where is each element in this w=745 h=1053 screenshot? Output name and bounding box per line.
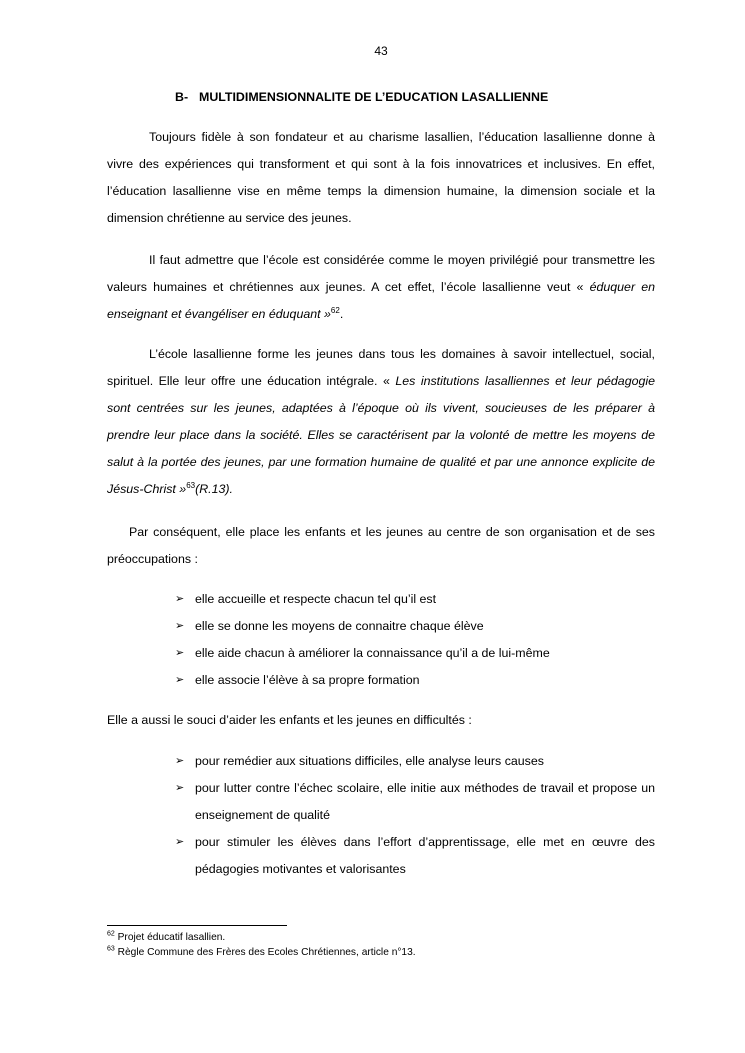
paragraph-3-quote: Les institutions lasalliennes et leur pédagogie sont centrées sur les jeunes, adaptées à l’époque où ils vivent, soucieuses de les préparer à prendre leur place dans la société. Elles se caractérisent par la volonté de mettre les moyens de salut à la portée des jeunes, par une formation humaine de qualité et par une annonce explicite de Jésus-Christ » (107, 374, 656, 496)
footnote-62 (107, 931, 225, 945)
paragraph-2 (107, 247, 655, 328)
paragraph-3 (107, 341, 655, 503)
bullet-list-1 (175, 586, 655, 694)
list-item: ➢ pour lutter contre l’échec scolaire, elle initie aux méthodes de travail et propose un enseignement de qualité (175, 775, 655, 829)
bullet-list-2 (175, 748, 655, 883)
arrow-bullet-icon: ➢ (175, 755, 185, 767)
list-item: ➢ pour stimuler les élèves dans l’effort d’apprentissage, elle met en œuvre des pédagogies motivantes et valorisantes (175, 829, 655, 883)
arrow-bullet-icon: ➢ (175, 620, 185, 632)
paragraph-2-text: Il faut admettre que l’école est considérée comme le moyen privilégié pour transmettre les valeurs humaines et chrétiennes aux jeunes. A cet effet, l’école lasallienne veut « (107, 253, 655, 294)
footnote-number: 62 (107, 930, 115, 938)
list-item: ➢ elle aide chacun à améliorer la connaissance qu’il a de lui-même (175, 640, 655, 667)
paragraph-5 (107, 707, 655, 734)
paragraph-4-text: Par conséquent, elle place les enfants et les jeunes au centre de son organisation et de ses préoccupations : (107, 525, 655, 566)
heading-marker: B- (175, 90, 189, 104)
footnote-63 (107, 946, 416, 960)
arrow-bullet-icon: ➢ (175, 782, 185, 794)
arrow-bullet-icon: ➢ (175, 593, 185, 605)
list-item: ➢ elle se donne les moyens de connaitre chaque élève (175, 613, 655, 640)
paragraph-2-end: . (339, 307, 344, 321)
paragraph-3-text: L’école lasallienne forme les jeunes dans tous les domaines à savoir intellectuel, social, spirituel. Elle leur offre une éducation intégrale. « (107, 347, 655, 388)
arrow-bullet-icon: ➢ (175, 674, 185, 686)
list-item: ➢ pour remédier aux situations difficiles, elle analyse leurs causes (175, 748, 655, 775)
arrow-bullet-icon: ➢ (175, 647, 185, 659)
heading-title: MULTIDIMENSIONNALITE DE L’EDUCATION LASALLIENNE (199, 90, 549, 104)
list-item: ➢ elle accueille et respecte chacun tel qu’il est (175, 586, 655, 613)
footnote-text: Règle Commune des Frères des Ecoles Chrétiennes, article n°13. (117, 947, 416, 958)
paragraph-1-text: Toujours fidèle à son fondateur et au charisme lasallien, l’éducation lasallienne donne à vivre des expériences qui transforment et qui sont à la fois innovatrices et inclusives. En effet, l’éducation lasallienne vise en même temps la dimension humaine, la dimension sociale et la dimension chrétienne au service des jeunes. (107, 130, 655, 225)
arrow-bullet-icon: ➢ (175, 836, 185, 848)
footnote-number: 63 (107, 945, 115, 953)
footnote-ref-62: 62 (330, 305, 340, 315)
paragraph-2-quote: éduquer en enseignant et évangéliser en éduquant » (107, 280, 655, 321)
paragraph-3-end: (R.13). (195, 482, 233, 496)
footnote-divider (107, 925, 287, 926)
section-heading (175, 90, 548, 104)
list-item: ➢ elle associe l’élève à sa propre formation (175, 667, 655, 694)
paragraph-5-text: Elle a aussi le souci d’aider les enfants et les jeunes en difficultés : (107, 713, 472, 727)
paragraph-1 (107, 124, 655, 232)
page-number: 43 (374, 44, 388, 58)
paragraph-4 (107, 519, 655, 573)
footnote-text: Projet éducatif lasallien. (117, 932, 226, 943)
footnote-ref-63: 63 (186, 480, 196, 490)
